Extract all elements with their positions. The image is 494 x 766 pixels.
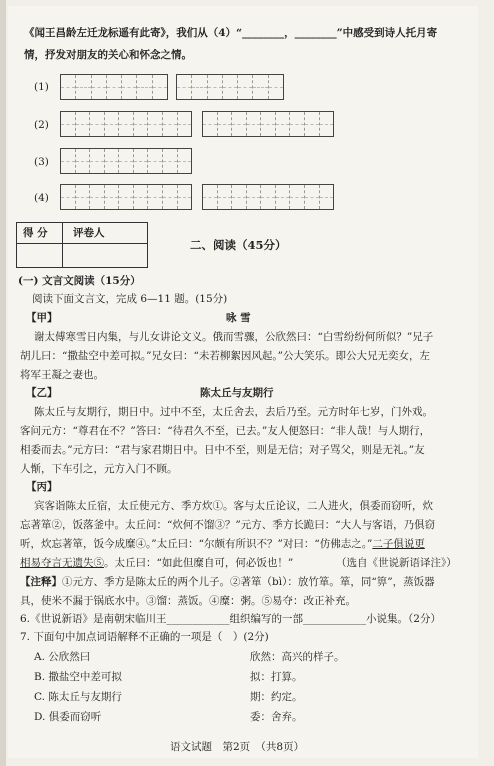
option-a[interactable]: A. 公欣然曰 xyxy=(34,651,91,663)
q6-text: 6.《世说新语》是南朝宋临川王 xyxy=(20,613,167,625)
bing-label: 【丙】 xyxy=(26,481,58,493)
intro-text: ”中感受到诗人托月寄 xyxy=(336,27,438,39)
yi-line: 客问元方：“尊君在不？”答曰：“待君久不至，已去。”友人便怒曰：“非人哉！与人期行， xyxy=(20,425,431,437)
option-c-explanation: 期：约定。 xyxy=(250,691,303,703)
bing-line: 宾客诣陈太丘宿，太丘使元方、季方炊①。客与太丘论议，二人进火，俱委而窃听，炊 xyxy=(34,500,433,512)
underlined-sentence: 相易夺言无遗失⑤ xyxy=(20,557,104,569)
answer-grid-4a[interactable] xyxy=(60,184,192,210)
bing-line xyxy=(20,556,293,570)
option-a-explanation: 欣然：高兴的样子。 xyxy=(250,651,345,663)
q6-text: 小说集。（2分） xyxy=(366,613,441,625)
question-6 xyxy=(20,612,441,626)
grid-label-1: (1) xyxy=(34,81,49,93)
note-line: 具，使米不漏于锅底水中。③馏：蒸饭。④糜：粥。⑤易夺：改正补充。 xyxy=(20,595,356,607)
answer-grid-3[interactable] xyxy=(60,148,192,174)
option-d[interactable]: D. 俱委而窃听 xyxy=(34,711,102,723)
part-heading: (一) 文言文阅读（15分） xyxy=(18,275,141,287)
bing-source: （选自《世说新语译注》） xyxy=(336,557,457,569)
note-label: 【注释】 xyxy=(20,576,62,588)
bing-line: 忘著箪②，饭落釜中。太丘问：“炊何不馏③？”元方、季方长跪曰：“大人与客语，乃俱窃 xyxy=(20,519,436,531)
option-b-explanation: 拟：打算。 xyxy=(250,671,303,683)
yi-line: 人惭，下车引之，元方入门不顾。 xyxy=(20,463,178,475)
answer-blank[interactable]: ____________ xyxy=(303,613,367,625)
answer-grid-1b[interactable] xyxy=(176,74,284,100)
jia-label: 【甲】 xyxy=(26,312,58,324)
grader-header: 评卷人 xyxy=(73,227,105,239)
note-line xyxy=(20,575,435,589)
question-7-stem: 7. 下面句中加点词语解释不正确的一项是（ ）(2分) xyxy=(20,631,269,643)
answer-grid-1a[interactable] xyxy=(60,74,168,100)
q6-text: 组织编写的一部 xyxy=(229,613,304,625)
grid-label-4: (4) xyxy=(34,192,49,204)
underlined-sentence: 二子俱说更 xyxy=(372,538,425,550)
yi-label: 【乙】 xyxy=(26,387,58,399)
jia-line: 将军王凝之妻也。 xyxy=(20,369,104,381)
yi-line: 陈太丘与友期行，期日中。过中不至，太丘舍去，去后乃至。元方时年七岁，门外戏。 xyxy=(34,406,433,418)
intro-text: 《闻王昌龄左迁龙标遥有此寄》，我们从（4）“ xyxy=(24,27,243,39)
option-c[interactable]: C. 陈太丘与友期行 xyxy=(34,691,122,703)
page-edge xyxy=(0,0,6,766)
jia-line: 胡儿曰：“撒盐空中差可拟。”兄女曰：“未若柳絮因风起。”公大笑乐。即公大兄无奕女，左 xyxy=(20,350,430,362)
yi-title: 陈太丘与友期行 xyxy=(200,387,274,399)
jia-title: 咏 雪 xyxy=(226,312,251,324)
score-header: 得 分 xyxy=(23,227,48,239)
option-b[interactable]: B. 撒盐空中差可拟 xyxy=(34,671,122,683)
answer-grid-4b[interactable] xyxy=(202,184,334,210)
intro-line-1 xyxy=(24,26,437,40)
yi-line: 相委而去。”元方曰：“君与家君期日中。日中不至，则是无信；对子骂父，则是无礼。”友 xyxy=(20,444,425,456)
answer-grid-2a[interactable] xyxy=(60,111,192,137)
bing-text: 听，炊忘著箪，饭今成糜④。”太丘曰：“尔颇有所识不？”对曰：“仿佛志之。” xyxy=(20,538,373,550)
jia-line: 谢太傅寒雪日内集，与儿女讲论文义。俄而雪骤，公欣然曰：“白雪纷纷何所似？”兄子 xyxy=(34,331,434,343)
instruction: 阅读下面文言文，完成 6—11 题。(15分) xyxy=(32,293,228,305)
option-d-explanation: 委：舍弃。 xyxy=(250,711,303,723)
bing-line xyxy=(20,537,425,551)
bing-text: 。太丘曰：“如此但糜自可，何必饭也！” xyxy=(104,557,294,569)
answer-blank[interactable]: ____________ xyxy=(166,613,230,625)
score-table xyxy=(16,222,148,268)
grid-label-3: (3) xyxy=(34,156,49,168)
intro-line-2: 情，抒发对朋友的关心和怀念之情。 xyxy=(24,49,192,61)
page-footer: 语文试题 第2页 （共8页） xyxy=(170,741,305,753)
note-text: ①元方、季方是陈太丘的两个儿子。②著箪（bì）：放竹箪。箪，同“箅”，蒸饭器 xyxy=(62,576,435,588)
answer-grid-2b[interactable] xyxy=(202,111,334,137)
blank: ________， xyxy=(242,27,295,39)
grid-label-2: (2) xyxy=(34,119,49,131)
section-title: 二、阅读（45分） xyxy=(190,238,287,252)
blank: ________ xyxy=(294,27,337,39)
